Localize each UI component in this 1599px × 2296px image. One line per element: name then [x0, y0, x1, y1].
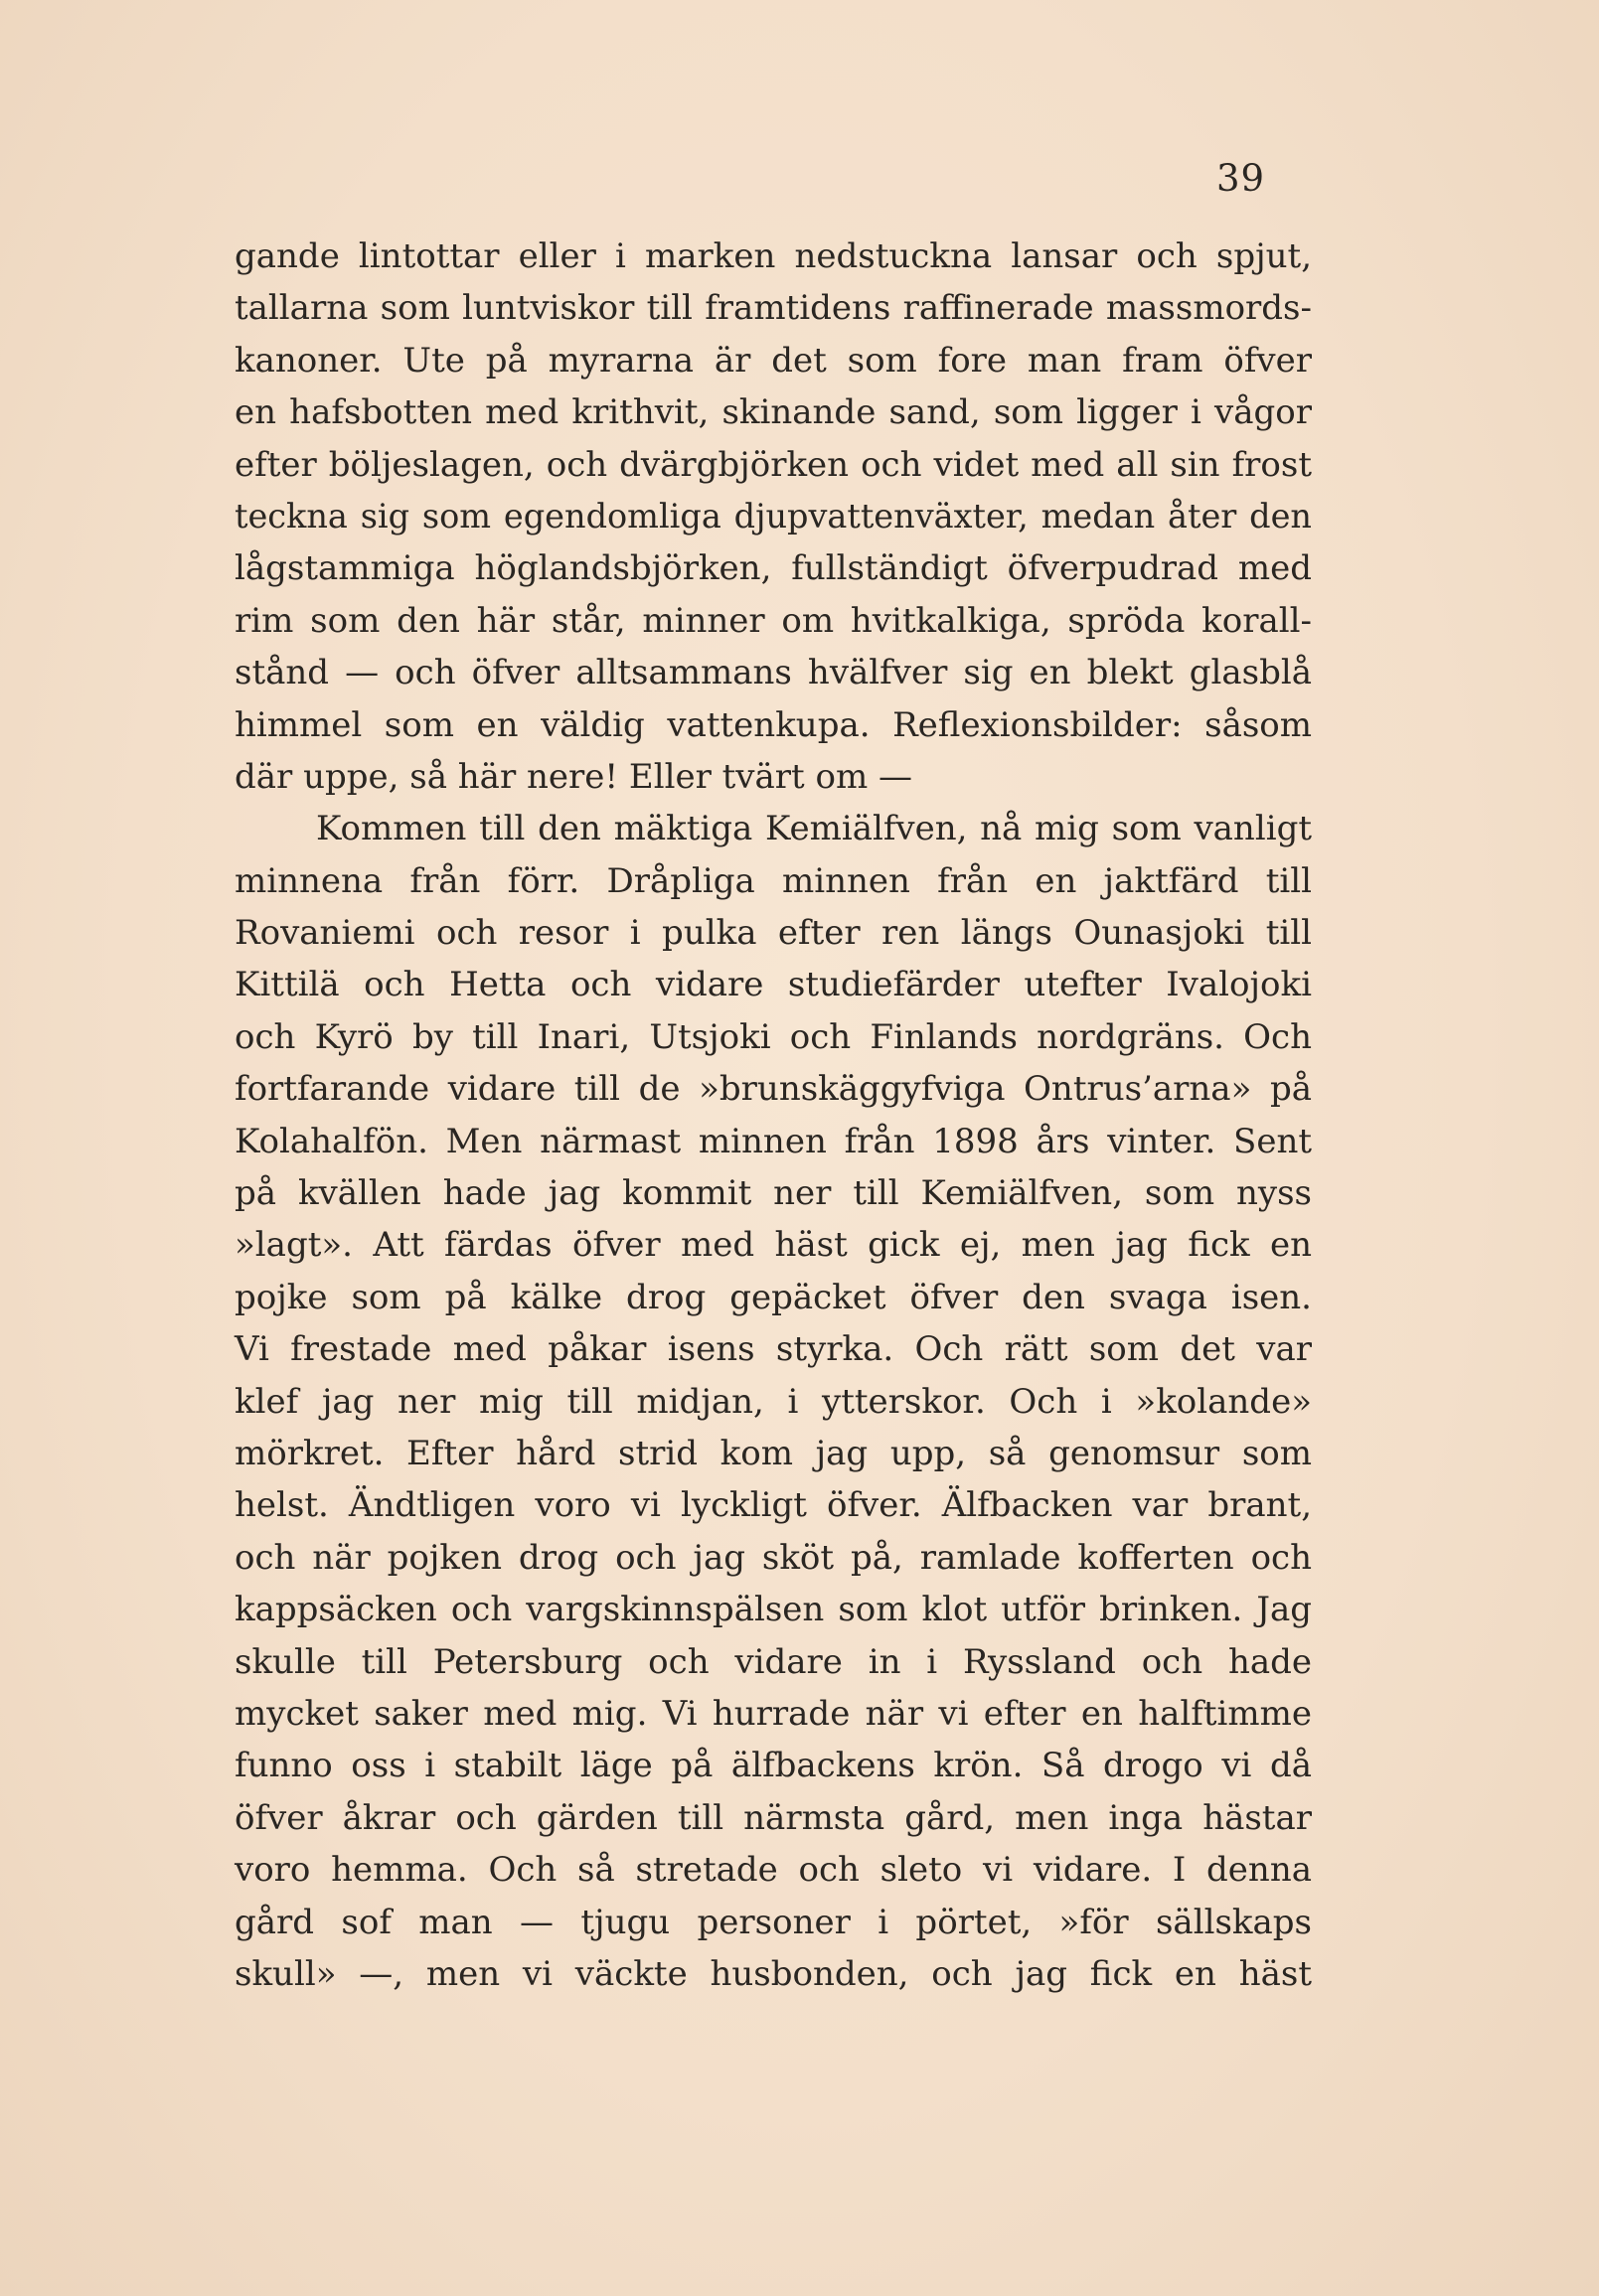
text-line: klef jag ner mig till midjan, i ytterskor. Och i »kolande» — [235, 1381, 1312, 1422]
paragraph — [235, 803, 1312, 2000]
text-line: lågstammiga höglandsbjörken, fullständigt öfverpudrad med — [235, 548, 1312, 589]
text-line: teckna sig som egendomliga djupvattenväxter, medan åter den — [235, 496, 1312, 536]
text-line: Kolahalfön. Men närmast minnen från 1898 års vinter. Sent — [235, 1121, 1312, 1161]
text-line: tallarna som luntviskor till framtidens raffinerade massmords- — [235, 288, 1312, 329]
text-line: Rovaniemi och resor i pulka efter ren längs Ounasjoki till — [235, 913, 1312, 954]
text-line: öfver åkrar och gärden till närmsta gård, men inga hästar — [235, 1797, 1312, 1838]
text-line: och när pojken drog och jag sköt på, ramlade kofferten och — [235, 1537, 1312, 1578]
text-line: skull» —, men vi väckte husbonden, och jag fick en häst — [235, 1953, 1312, 1994]
text-line: gande lintottar eller i marken nedstuckna lansar och spjut, — [235, 236, 1312, 276]
text-line: mörkret. Efter hård strid kom jag upp, så genomsur som — [235, 1433, 1312, 1473]
text-line: gård sof man — tjugu personer i pörtet, »för sällskaps — [235, 1902, 1312, 1942]
text-line: rim som den här står, minner om hvitkalkiga, spröda korall- — [235, 600, 1312, 641]
text-line: voro hemma. Och så stretade och sleto vi vidare. I denna — [235, 1850, 1312, 1891]
text-line: efter böljeslagen, och dvärgbjörken och videt med all sin frost — [235, 444, 1312, 485]
text-line: helst. Ändtligen voro vi lyckligt öfver. Älfbacken var brant, — [235, 1485, 1312, 1526]
text-line: pojke som på kälke drog gepäcket öfver den svaga isen. — [235, 1277, 1312, 1317]
text-line: på kvällen hade jag kommit ner till Kemiälfven, som nyss — [235, 1173, 1312, 1214]
text-line: funno oss i stabilt läge på älfbackens krön. Så drogo vi då — [235, 1746, 1312, 1786]
text-line: Kommen till den mäktiga Kemiälfven, nå mig som vanligt — [316, 809, 1312, 849]
text-line: kappsäcken och vargskinnspälsen som klot utför brinken. Jag — [235, 1590, 1312, 1630]
body-text — [235, 230, 1312, 2000]
page-number: 39 — [1216, 157, 1266, 200]
text-line: fortfarande vidare till de »brunskäggyfviga Ontrus’arna» på — [235, 1069, 1312, 1110]
text-line: kanoner. Ute på myrarna är det som fore man fram öfver — [235, 340, 1312, 381]
text-line: en hafsbotten med krithvit, skinande sand, som ligger i vågor — [235, 392, 1312, 433]
text-line: och Kyrö by till Inari, Utsjoki och Finlands nordgräns. Och — [235, 1016, 1312, 1057]
text-line: mycket saker med mig. Vi hurrade när vi efter en halftimme — [235, 1693, 1312, 1734]
text-line: »lagt». Att färdas öfver med häst gick ej, men jag fick en — [235, 1225, 1312, 1266]
text-line: skulle till Petersburg och vidare in i Ryssland och hade — [235, 1641, 1312, 1682]
text-line: stånd — och öfver alltsammans hvälfver sig en blekt glasblå — [235, 653, 1312, 693]
text-line: Kittilä och Hetta och vidare studiefärder utefter Ivalojoki — [235, 965, 1312, 1005]
text-line: där uppe, så här nere! Eller tvärt om — — [235, 756, 913, 797]
paragraph — [235, 230, 1312, 803]
text-line: Vi frestade med påkar isens styrka. Och rätt som det var — [235, 1329, 1312, 1370]
text-line: minnena från förr. Dråpliga minnen från en jaktfärd till — [235, 860, 1312, 901]
text-line: himmel som en väldig vattenkupa. Reflexionsbilder: såsom — [235, 704, 1312, 745]
